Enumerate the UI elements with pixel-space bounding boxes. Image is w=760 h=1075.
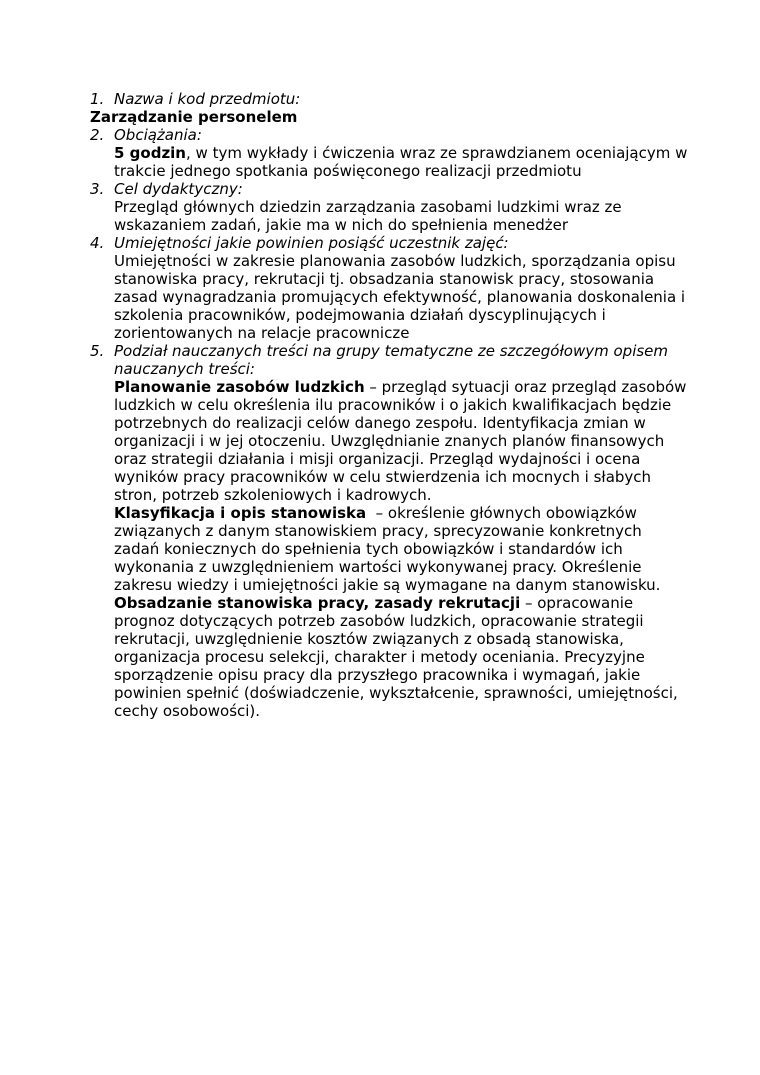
topic-classification — [114, 504, 690, 594]
item-value: Przegląd głównych dziedzin zarządzania zasobami ludzkimi wraz ze wskazaniem zadań, jakie ma w nich do spełnienia menedżer — [114, 198, 622, 234]
topic-text: – określenie głównych obowiązków związanych z danym stanowiskiem pracy, sprecyzowanie konkretnych zadań koniecznych do spełnienia tych obowiązków i standardów ich wykonania z uwzględnieniem wartości wykonywanej pracy. Określenie zakresu wiedzy i umiejętności jakie są wymagane na danym stanowisku. — [114, 504, 661, 594]
item-number: 1. — [90, 90, 105, 108]
list-item-2 — [90, 126, 690, 180]
list-item-3 — [90, 180, 690, 234]
item-label: Nazwa i kod przedmiotu: — [114, 90, 301, 108]
topic-planning — [114, 378, 690, 504]
item-number: 2. — [90, 126, 105, 144]
item-label: Obciążania: — [114, 126, 202, 144]
hours-description: , w tym wykłady i ćwiczenia wraz ze sprawdzianem oceniającym w trakcie jednego spotkania poświęconego realizacji przedmiotu — [114, 144, 688, 180]
topic-heading: Obsadzanie stanowiska pracy, zasady rekrutacji — [114, 594, 521, 612]
topic-heading: Klasyfikacja i opis stanowiska — [114, 504, 367, 522]
list-item-4 — [90, 234, 690, 342]
topic-heading: Planowanie zasobów ludzkich — [114, 378, 365, 396]
item-number: 3. — [90, 180, 105, 198]
item-number: 4. — [90, 234, 105, 252]
topic-text: – przegląd sytuacji oraz przegląd zasobów ludzkich w celu określenia ilu pracowników i o jakich kwalifikacjach będzie potrzebnych do realizacji celów danego zespołu. Identyfikacja zmian w organizacji i w jej otoczeniu. Uwzględnianie znanych planów finansowych oraz strategii działania i misji organizacji. Przegląd wydajności i ocena wyników pracy pracowników w celu stwierdzenia ich mocnych i słabych stron, potrzeb szkoleniowych i kadrowych. — [114, 378, 687, 504]
list-item-1 — [90, 90, 690, 108]
list-item-5 — [90, 342, 690, 720]
hours-value: 5 godzin — [114, 144, 186, 162]
item-number: 5. — [90, 342, 105, 360]
item-label: Umiejętności jakie powinien posiąść uczestnik zajęć: — [114, 234, 509, 252]
item-label: Podział nauczanych treści na grupy tematyczne ze szczegółowym opisem nauczanych treści: — [114, 342, 669, 378]
course-title: Zarządzanie personelem — [90, 108, 298, 126]
item-value — [114, 144, 690, 180]
item-label: Cel dydaktyczny: — [114, 180, 243, 198]
document-page — [90, 90, 690, 720]
topic-text: – opracowanie prognoz dotyczących potrzeb zasobów ludzkich, opracowanie strategii rekrutacji, uwzględnienie kosztów związanych z obsadą stanowiska, organizacja procesu selekcji, charakter i metody oceniania. Precyzyjne sporządzenie opisu pracy dla przyszłego pracownika i wymagań, jakie powinien spełnić (doświadczenie, wykształcenie, sprawności, umiejętności, cechy osobowości). — [114, 594, 678, 720]
item-value: Umiejętności w zakresie planowania zasobów ludzkich, sporządzania opisu stanowiska pracy, rekrutacji tj. obsadzania stanowisk pracy, stosowania zasad wynagradzania promujących efektywność, planowania doskonalenia i szkolenia pracowników, podejmowania działań dyscyplinujących i zorientowanych na relacje pracownicze — [114, 252, 686, 342]
topic-recruitment — [114, 594, 690, 720]
